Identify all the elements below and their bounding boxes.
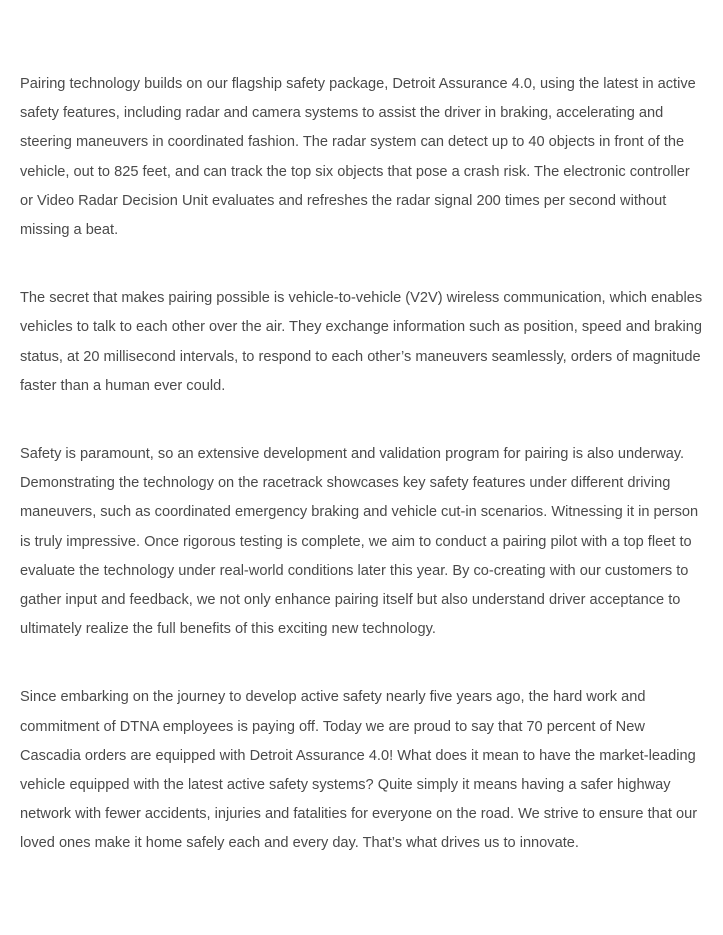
paragraph-active-safety-journey: Since embarking on the journey to develop active safety nearly five years ago, the hard work and commitment of DTNA employees is paying off. Today we are proud to say that 70 percent of New Cascadia orders are equipped with Detroit Assurance 4.0! What does it mean to have the market-leading vehicle equipped with the latest active safety systems? Quite simply it means having a safer highway network with fewer accidents, injuries and fatalities for everyone on the road. We strive to ensure that our loved ones make it home safely each and every day. That’s what drives us to innovate. (20, 689, 698, 852)
article-body (20, 70, 705, 898)
paragraph-v2v-communication: The secret that makes pairing possible is vehicle-to-vehicle (V2V) wireless communication, which enables vehicles to talk to each other over the air. They exchange information such as position, speed and braking status, at 20 millisecond intervals, to respond to each other’s maneuvers seamlessly, orders of magnitude faster than a human ever could. (20, 290, 703, 394)
paragraph-safety-validation: Safety is paramount, so an extensive development and validation program for pairing is also underway. Demonstrating the technology on the racetrack showcases key safety features under different driving maneuvers, such as coordinated emergency braking and vehicle cut-in scenarios. Witnessing it in person is truly impressive. Once rigorous testing is complete, we aim to conduct a pairing pilot with a top fleet to evaluate the technology under real-world conditions later this year. By co-creating with our customers to gather input and feedback, we not only enhance pairing itself but also understand driver acceptance to ultimately realize the full benefits of this exciting new technology. (20, 446, 699, 638)
paragraph-detroit-assurance: Pairing technology builds on our flagship safety package, Detroit Assurance 4.0, using the latest in active safety features, including radar and camera systems to assist the driver in braking, accelerating and steering maneuvers in coordinated fashion. The radar system can detect up to 40 objects in front of the vehicle, out to 825 feet, and can track the top six objects that pose a crash risk. The electronic controller or Video Radar Decision Unit evaluates and refreshes the radar signal 200 times per second without missing a beat. (20, 76, 696, 239)
